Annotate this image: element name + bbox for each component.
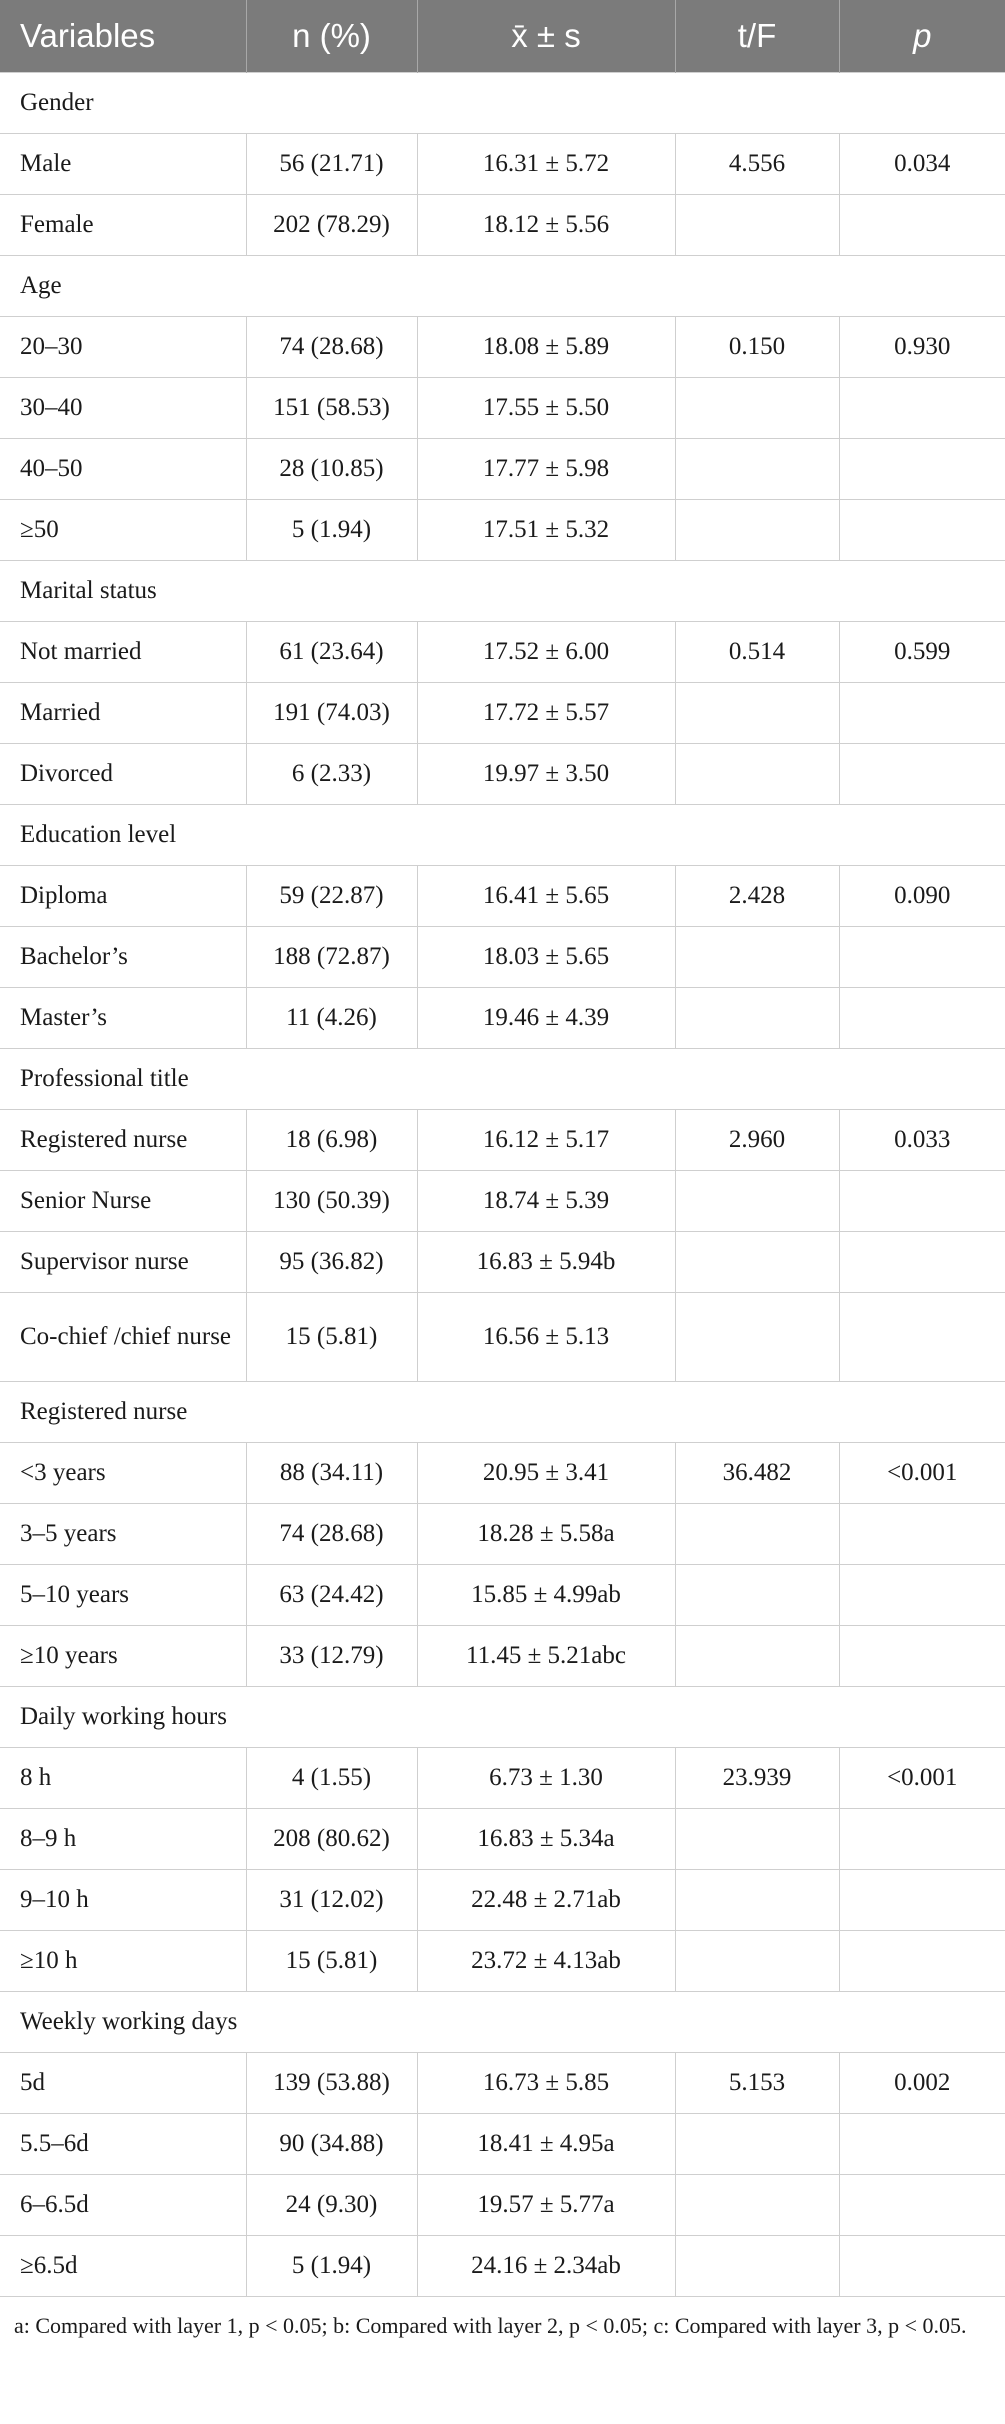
cell-variable: ≥50 [0, 500, 246, 561]
cell-t-f [675, 1504, 839, 1565]
cell-n-percent: 202 (78.29) [246, 195, 417, 256]
cell-variable: Not married [0, 622, 246, 683]
cell-variable: Supervisor nurse [0, 1232, 246, 1293]
group-label: Registered nurse [0, 1382, 1005, 1443]
cell-mean-sd: 18.74 ± 5.39 [417, 1171, 675, 1232]
cell-t-f [675, 988, 839, 1049]
cell-variable: 30–40 [0, 378, 246, 439]
cell-t-f [675, 2175, 839, 2236]
cell-t-f [675, 1232, 839, 1293]
table-row [0, 378, 1005, 439]
table-row [0, 1504, 1005, 1565]
cell-n-percent: 151 (58.53) [246, 378, 417, 439]
cell-variable: Male [0, 134, 246, 195]
cell-t-f [675, 500, 839, 561]
cell-variable: Master’s [0, 988, 246, 1049]
cell-n-percent: 61 (23.64) [246, 622, 417, 683]
cell-p-value: <0.001 [839, 1748, 1005, 1809]
group-row [0, 256, 1005, 317]
cell-p-value: 0.090 [839, 866, 1005, 927]
cell-mean-sd: 16.83 ± 5.94b [417, 1232, 675, 1293]
cell-p-value [839, 1626, 1005, 1687]
cell-p-value [839, 683, 1005, 744]
group-row [0, 1049, 1005, 1110]
group-row [0, 1382, 1005, 1443]
table-row [0, 1171, 1005, 1232]
cell-n-percent: 56 (21.71) [246, 134, 417, 195]
cell-mean-sd: 20.95 ± 3.41 [417, 1443, 675, 1504]
cell-t-f [675, 927, 839, 988]
cell-t-f [675, 1931, 839, 1992]
cell-p-value: 0.033 [839, 1110, 1005, 1171]
cell-n-percent: 24 (9.30) [246, 2175, 417, 2236]
cell-n-percent: 188 (72.87) [246, 927, 417, 988]
cell-n-percent: 28 (10.85) [246, 439, 417, 500]
table-row [0, 134, 1005, 195]
cell-n-percent: 15 (5.81) [246, 1931, 417, 1992]
cell-p-value: 0.930 [839, 317, 1005, 378]
cell-p-value [839, 195, 1005, 256]
cell-n-percent: 191 (74.03) [246, 683, 417, 744]
cell-t-f [675, 2236, 839, 2297]
cell-variable: ≥10 h [0, 1931, 246, 1992]
cell-p-value [839, 2114, 1005, 2175]
header-t-f: t/F [675, 0, 839, 73]
table-row [0, 1748, 1005, 1809]
table-row [0, 1870, 1005, 1931]
cell-variable: 40–50 [0, 439, 246, 500]
cell-mean-sd: 17.52 ± 6.00 [417, 622, 675, 683]
cell-t-f [675, 1870, 839, 1931]
cell-p-value [839, 378, 1005, 439]
cell-variable: ≥10 years [0, 1626, 246, 1687]
cell-variable: <3 years [0, 1443, 246, 1504]
cell-t-f: 0.514 [675, 622, 839, 683]
cell-p-value [839, 1809, 1005, 1870]
cell-t-f: 2.428 [675, 866, 839, 927]
cell-n-percent: 11 (4.26) [246, 988, 417, 1049]
cell-p-value [839, 2175, 1005, 2236]
cell-p-value [839, 1504, 1005, 1565]
cell-p-value [839, 500, 1005, 561]
cell-t-f [675, 1565, 839, 1626]
table-row [0, 1565, 1005, 1626]
cell-n-percent: 6 (2.33) [246, 744, 417, 805]
cell-t-f [675, 1293, 839, 1382]
group-label: Age [0, 256, 1005, 317]
cell-n-percent: 88 (34.11) [246, 1443, 417, 1504]
table-row [0, 866, 1005, 927]
cell-variable: 8–9 h [0, 1809, 246, 1870]
cell-t-f: 2.960 [675, 1110, 839, 1171]
cell-p-value: 0.599 [839, 622, 1005, 683]
cell-variable: 9–10 h [0, 1870, 246, 1931]
cell-n-percent: 90 (34.88) [246, 2114, 417, 2175]
table-row [0, 1293, 1005, 1382]
table-row [0, 927, 1005, 988]
table-row [0, 317, 1005, 378]
cell-n-percent: 139 (53.88) [246, 2053, 417, 2114]
cell-p-value [839, 927, 1005, 988]
cell-mean-sd: 16.83 ± 5.34a [417, 1809, 675, 1870]
cell-variable: Female [0, 195, 246, 256]
cell-p-value [839, 988, 1005, 1049]
cell-n-percent: 74 (28.68) [246, 1504, 417, 1565]
group-row [0, 73, 1005, 134]
cell-n-percent: 4 (1.55) [246, 1748, 417, 1809]
group-label: Weekly working days [0, 1992, 1005, 2053]
table-row [0, 1931, 1005, 1992]
group-label: Gender [0, 73, 1005, 134]
table-row [0, 1443, 1005, 1504]
header-p: p [839, 0, 1005, 73]
cell-variable: Bachelor’s [0, 927, 246, 988]
cell-n-percent: 208 (80.62) [246, 1809, 417, 1870]
header-mean-sd: x̄ ± s [417, 0, 675, 73]
cell-mean-sd: 6.73 ± 1.30 [417, 1748, 675, 1809]
cell-variable: 3–5 years [0, 1504, 246, 1565]
header-variables: Variables [0, 0, 246, 73]
cell-t-f: 5.153 [675, 2053, 839, 2114]
cell-t-f [675, 744, 839, 805]
cell-t-f: 23.939 [675, 1748, 839, 1809]
cell-mean-sd: 17.77 ± 5.98 [417, 439, 675, 500]
cell-n-percent: 5 (1.94) [246, 2236, 417, 2297]
cell-mean-sd: 11.45 ± 5.21abc [417, 1626, 675, 1687]
group-label: Daily working hours [0, 1687, 1005, 1748]
cell-t-f: 0.150 [675, 317, 839, 378]
cell-mean-sd: 18.41 ± 4.95a [417, 2114, 675, 2175]
cell-p-value: <0.001 [839, 1443, 1005, 1504]
cell-variable: Married [0, 683, 246, 744]
cell-variable: 5d [0, 2053, 246, 2114]
table-row [0, 1626, 1005, 1687]
cell-t-f [675, 378, 839, 439]
cell-n-percent: 63 (24.42) [246, 1565, 417, 1626]
table-row [0, 683, 1005, 744]
cell-t-f: 4.556 [675, 134, 839, 195]
cell-mean-sd: 16.12 ± 5.17 [417, 1110, 675, 1171]
cell-mean-sd: 19.46 ± 4.39 [417, 988, 675, 1049]
cell-n-percent: 18 (6.98) [246, 1110, 417, 1171]
cell-variable: Senior Nurse [0, 1171, 246, 1232]
cell-mean-sd: 23.72 ± 4.13ab [417, 1931, 675, 1992]
group-label: Education level [0, 805, 1005, 866]
group-row [0, 561, 1005, 622]
table-row [0, 500, 1005, 561]
cell-mean-sd: 18.12 ± 5.56 [417, 195, 675, 256]
cell-variable: 5.5–6d [0, 2114, 246, 2175]
cell-t-f [675, 683, 839, 744]
cell-t-f [675, 1171, 839, 1232]
cell-n-percent: 15 (5.81) [246, 1293, 417, 1382]
group-row [0, 1687, 1005, 1748]
cell-mean-sd: 22.48 ± 2.71ab [417, 1870, 675, 1931]
header-row [0, 0, 1005, 73]
cell-p-value [839, 439, 1005, 500]
cell-p-value [839, 1293, 1005, 1382]
cell-mean-sd: 24.16 ± 2.34ab [417, 2236, 675, 2297]
cell-variable: 8 h [0, 1748, 246, 1809]
table-row [0, 2236, 1005, 2297]
cell-variable: Diploma [0, 866, 246, 927]
cell-n-percent: 130 (50.39) [246, 1171, 417, 1232]
cell-p-value [839, 744, 1005, 805]
cell-n-percent: 59 (22.87) [246, 866, 417, 927]
cell-mean-sd: 17.51 ± 5.32 [417, 500, 675, 561]
table-row [0, 2175, 1005, 2236]
cell-variable: Co-chief /chief nurse [0, 1293, 246, 1382]
group-label: Marital status [0, 561, 1005, 622]
table-row [0, 2114, 1005, 2175]
table-row [0, 1110, 1005, 1171]
cell-mean-sd: 19.57 ± 5.77a [417, 2175, 675, 2236]
cell-p-value: 0.002 [839, 2053, 1005, 2114]
cell-n-percent: 95 (36.82) [246, 1232, 417, 1293]
cell-t-f [675, 195, 839, 256]
cell-p-value [839, 1171, 1005, 1232]
table-row [0, 2053, 1005, 2114]
cell-variable: ≥6.5d [0, 2236, 246, 2297]
cell-p-value [839, 1232, 1005, 1293]
table-row [0, 744, 1005, 805]
cell-n-percent: 5 (1.94) [246, 500, 417, 561]
cell-mean-sd: 17.55 ± 5.50 [417, 378, 675, 439]
header-n-percent: n (%) [246, 0, 417, 73]
table-body [0, 73, 1005, 2297]
cell-variable: Registered nurse [0, 1110, 246, 1171]
table-footnote: a: Compared with layer 1, p < 0.05; b: Compared with layer 2, p < 0.05; c: Compared with layer 3, p < 0.05. [14, 2313, 967, 2338]
cell-variable: Divorced [0, 744, 246, 805]
table-row [0, 988, 1005, 1049]
cell-mean-sd: 18.03 ± 5.65 [417, 927, 675, 988]
cell-mean-sd: 16.56 ± 5.13 [417, 1293, 675, 1382]
cell-t-f [675, 1626, 839, 1687]
cell-mean-sd: 18.08 ± 5.89 [417, 317, 675, 378]
table-row [0, 195, 1005, 256]
cell-t-f [675, 1809, 839, 1870]
cell-variable: 5–10 years [0, 1565, 246, 1626]
cell-t-f [675, 439, 839, 500]
cell-p-value [839, 1565, 1005, 1626]
cell-mean-sd: 15.85 ± 4.99ab [417, 1565, 675, 1626]
cell-p-value: 0.034 [839, 134, 1005, 195]
cell-mean-sd: 17.72 ± 5.57 [417, 683, 675, 744]
table-row [0, 1232, 1005, 1293]
table-header [0, 0, 1005, 73]
group-row [0, 805, 1005, 866]
cell-mean-sd: 19.97 ± 3.50 [417, 744, 675, 805]
cell-variable: 6–6.5d [0, 2175, 246, 2236]
cell-p-value [839, 1870, 1005, 1931]
cell-n-percent: 33 (12.79) [246, 1626, 417, 1687]
table-row [0, 622, 1005, 683]
group-row [0, 1992, 1005, 2053]
cell-p-value [839, 2236, 1005, 2297]
table-row [0, 1809, 1005, 1870]
cell-mean-sd: 16.41 ± 5.65 [417, 866, 675, 927]
cell-mean-sd: 16.73 ± 5.85 [417, 2053, 675, 2114]
cell-n-percent: 74 (28.68) [246, 317, 417, 378]
cell-p-value [839, 1931, 1005, 1992]
cell-variable: 20–30 [0, 317, 246, 378]
cell-t-f [675, 2114, 839, 2175]
cell-t-f: 36.482 [675, 1443, 839, 1504]
cell-n-percent: 31 (12.02) [246, 1870, 417, 1931]
group-label: Professional title [0, 1049, 1005, 1110]
cell-mean-sd: 18.28 ± 5.58a [417, 1504, 675, 1565]
table-row [0, 439, 1005, 500]
cell-mean-sd: 16.31 ± 5.72 [417, 134, 675, 195]
